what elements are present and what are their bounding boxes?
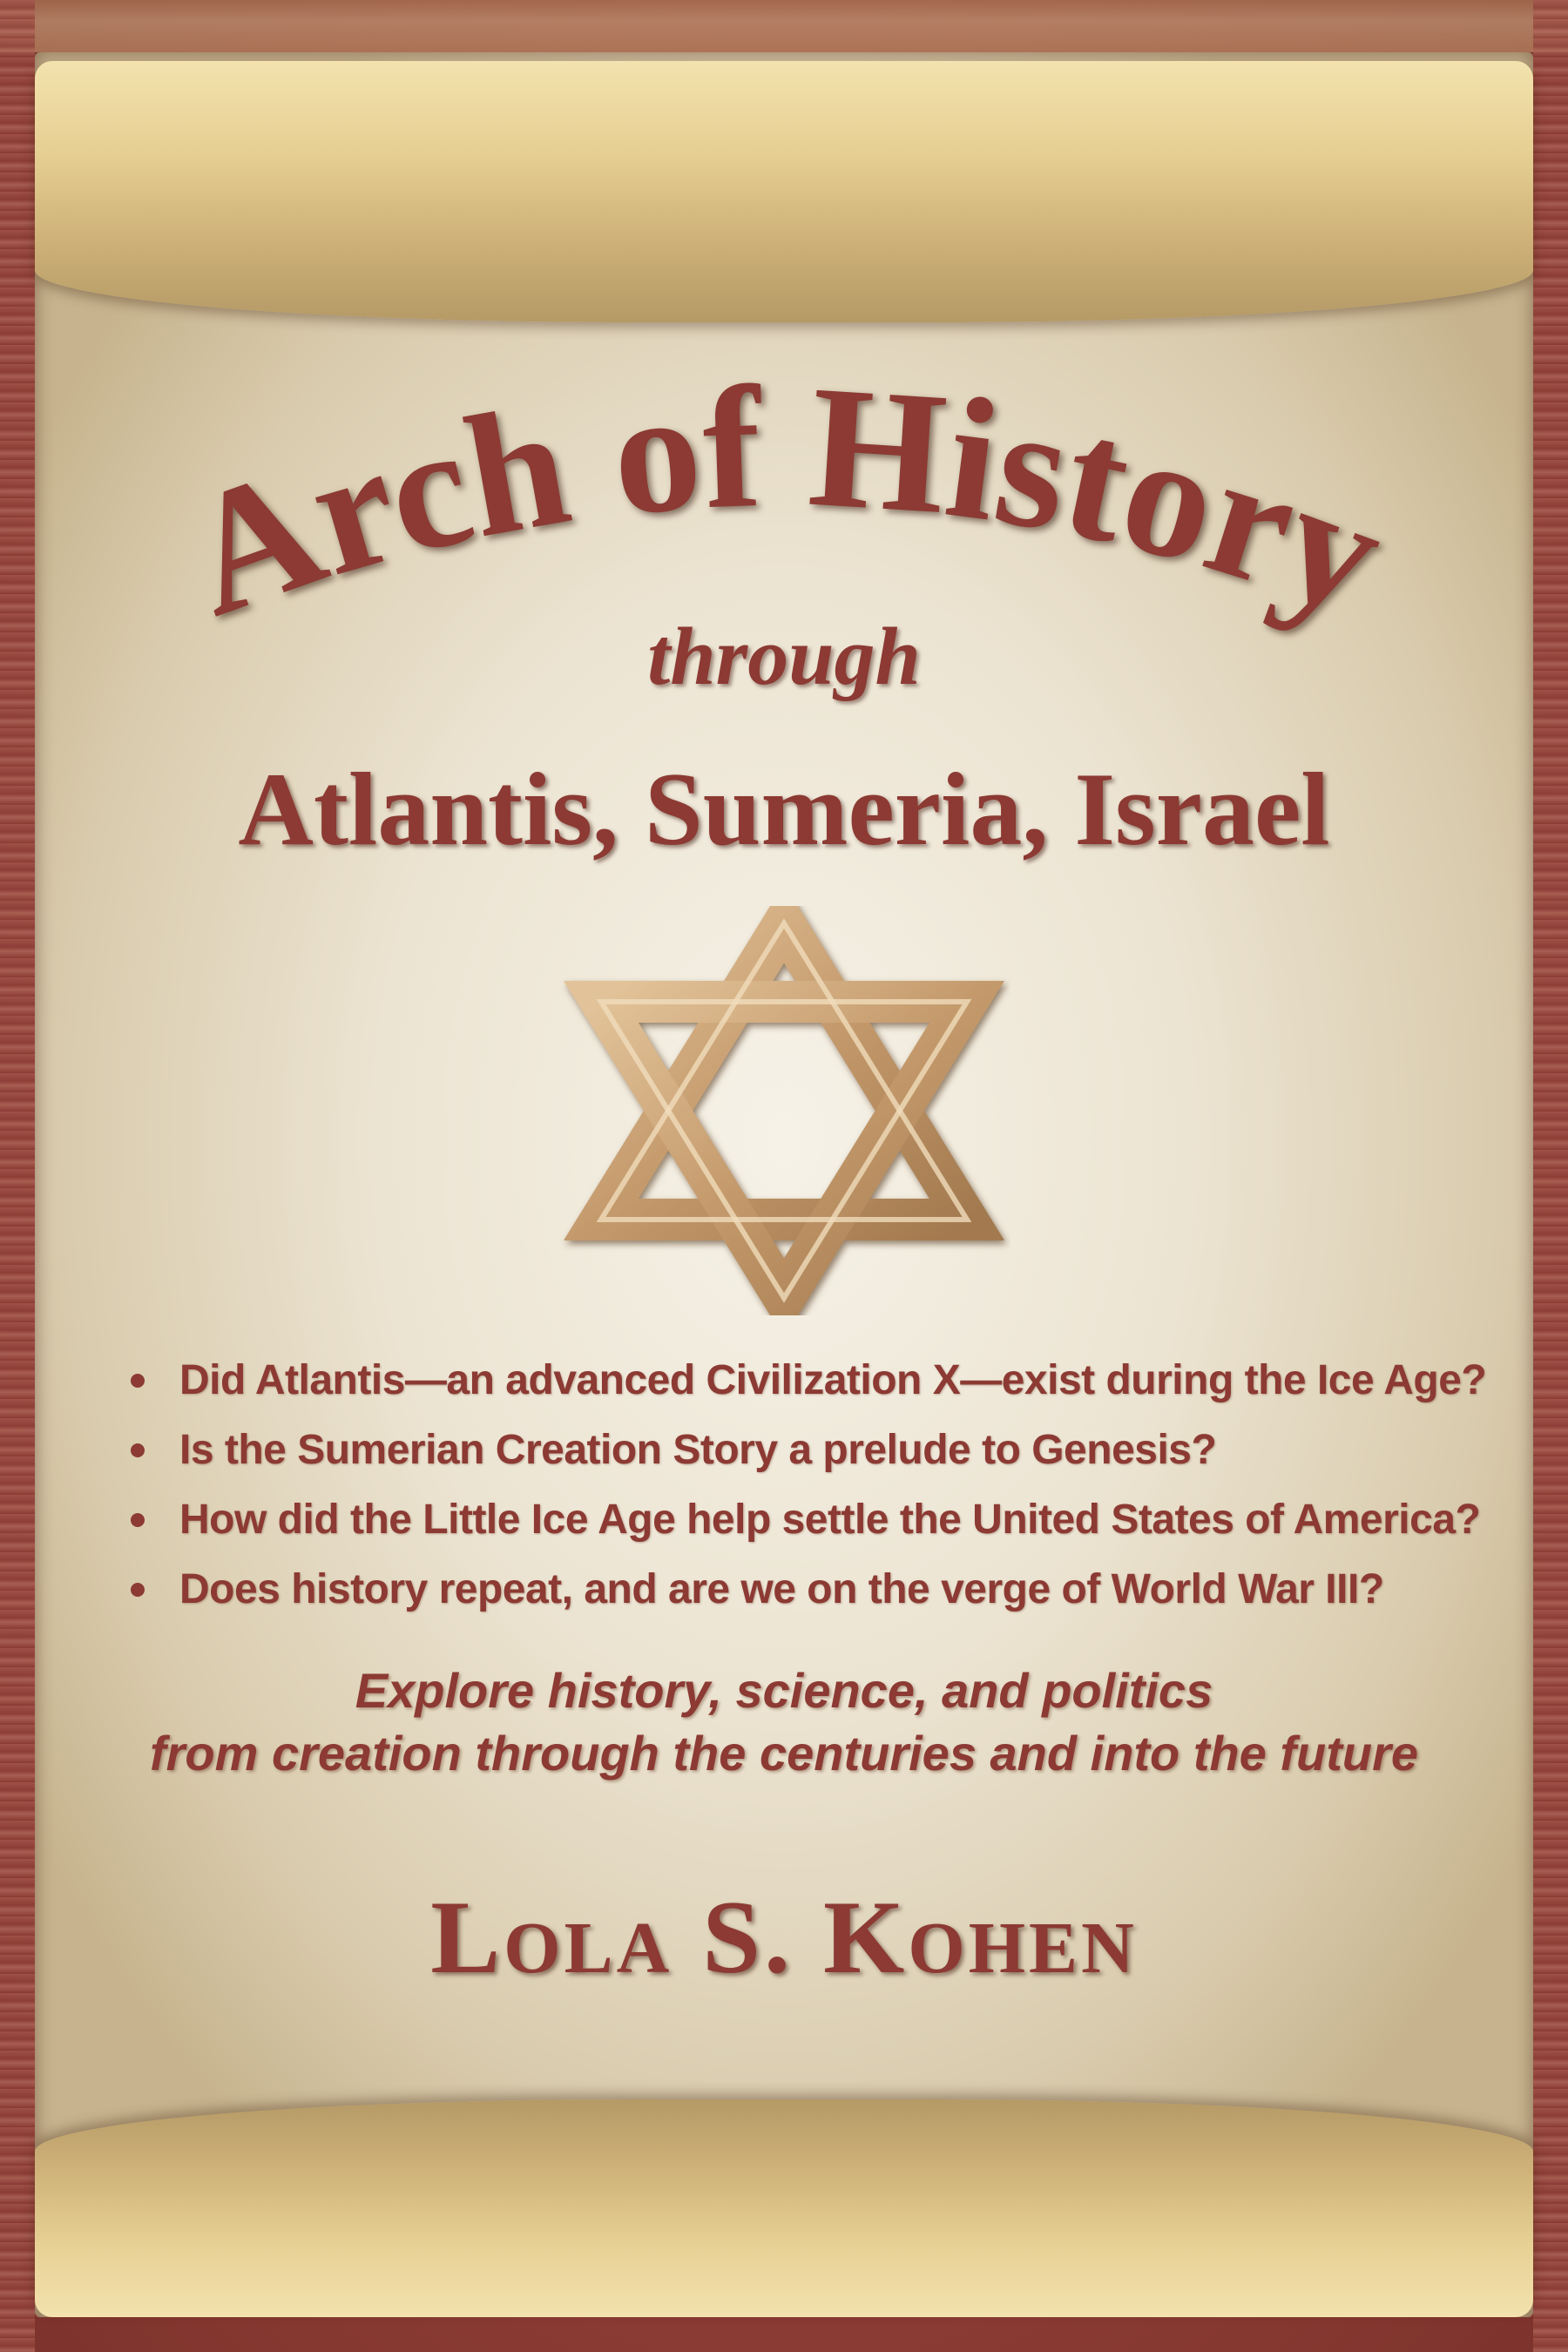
list-item: Is the Sumerian Creation Story a prelude to Genesis? [122, 1416, 1481, 1485]
tagline [0, 1659, 1568, 1785]
book-title: Arch of History [162, 349, 1407, 654]
list-item: Did Atlantis—an advanced Civilization X—exist during the Ice Age? [122, 1346, 1481, 1416]
list-item: How did the Little Ice Age help settle the United States of America? [122, 1485, 1481, 1555]
scroll-roll-top [35, 61, 1533, 322]
star-of-david-icon [558, 906, 1010, 1315]
parchment-edge-top [0, 0, 1568, 52]
book-subtitle: Atlantis, Sumeria, Israel [238, 751, 1330, 867]
bullet-icon [131, 1374, 145, 1388]
tagline-line-1: Explore history, science, and politics [355, 1663, 1213, 1718]
bullet-icon [131, 1443, 145, 1457]
question-list [122, 1346, 1487, 1625]
bullet-icon [131, 1583, 145, 1597]
tagline-line-2: from creation through the centuries and into the future [149, 1726, 1419, 1781]
scroll-roll-bottom [35, 2099, 1533, 2317]
title-connector: through [647, 612, 921, 702]
author-name: Lola S. Kohen [430, 1879, 1138, 1995]
list-item: Does history repeat, and are we on the verge of World War III? [122, 1555, 1481, 1625]
bullet-icon [131, 1513, 145, 1527]
